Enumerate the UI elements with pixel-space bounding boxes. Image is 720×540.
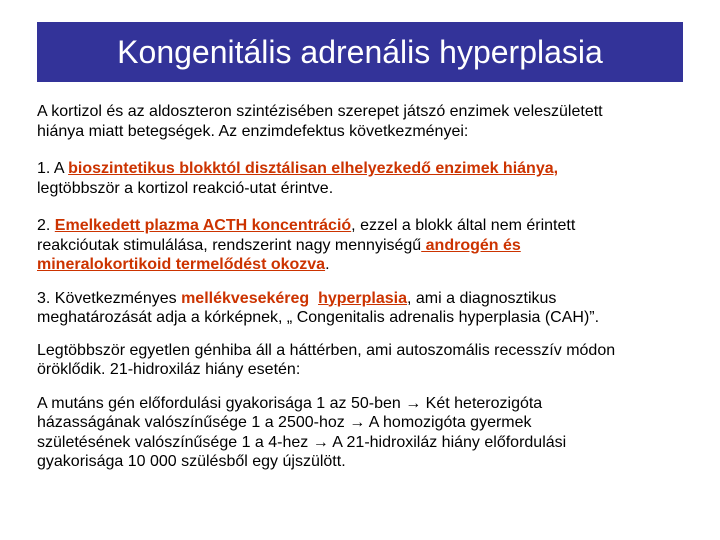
point-2-middle: , ezzel a blokk által nem érintett (351, 217, 576, 234)
title-banner (37, 22, 683, 82)
genetics-paragraph (37, 341, 709, 380)
point-3-prefix: 3. Következményes (37, 289, 182, 307)
point-3-line-2: meghatározását adja a kórképnek, „ Congenitalis adrenalis hyperplasia (CAH)”. (37, 309, 600, 326)
point-1-paragraph (37, 159, 709, 198)
genetics-line-1: Legtöbbször egyetlen génhiba áll a háttérben, ami autoszomális recesszív módon (37, 341, 616, 359)
point-3-paragraph (37, 289, 709, 328)
point-2-paragraph (37, 216, 709, 275)
frequency-line-1: A mutáns gén előfordulási gyakorisága 1 az 50-ben → Két heterozigóta (37, 394, 543, 412)
frequency-line-2: házasságának valószínűsége 1 a 2500-hoz → A homozigóta gyermek (37, 414, 532, 431)
point-2-highlight-androgen: androgén és (421, 236, 521, 254)
point-2-prefix: 2. (37, 217, 55, 234)
point-2-highlight-acth: Emelkedett plazma ACTH koncentráció (54, 217, 352, 234)
point-3-highlight-adrenal-cortex: mellékvesekéreg (181, 289, 310, 307)
frequency-paragraph (37, 394, 709, 472)
point-1-highlight: bioszintetikus blokktól disztálisan elhelyezkedő enzimek hiánya, (68, 160, 559, 177)
genetics-line-2: öröklődik. 21-hidroxiláz hiány esetén: (37, 361, 301, 378)
point-3-suffix: , ami a diagnosztikus (407, 289, 557, 307)
point-2-end: . (325, 256, 330, 273)
slide-title: Kongenitális adrenális hyperplasia (117, 34, 603, 70)
point-1-line-2: legtöbbször a kortizol reakció-utat érintve. (37, 179, 334, 197)
point-2-highlight-mineralocorticoid: mineralokortikoid termelődést okozva (37, 256, 326, 273)
point-2-line-2: reakcióutak stimulálása, rendszerint nagy mennyiségű (37, 236, 422, 254)
point-3-gap (309, 290, 318, 307)
intro-line-2: hiánya miatt betegségek. Az enzimdefektus következményei: (37, 122, 469, 140)
frequency-line-4: gyakorisága 10 000 szülésből egy újszülött. (37, 453, 346, 470)
intro-line-1: A kortizol és az aldoszteron szintézisében szerepet játszó enzimek veleszületett (37, 103, 603, 120)
slide-body (37, 102, 709, 472)
frequency-line-3: születésének valószínűsége 1 a 4-hez → A 21-hidroxiláz hiány előfordulási (37, 433, 567, 451)
intro-paragraph (37, 102, 709, 141)
point-3-highlight-hyperplasia: hyperplasia (318, 289, 408, 307)
point-1-prefix: 1. A (37, 160, 69, 177)
